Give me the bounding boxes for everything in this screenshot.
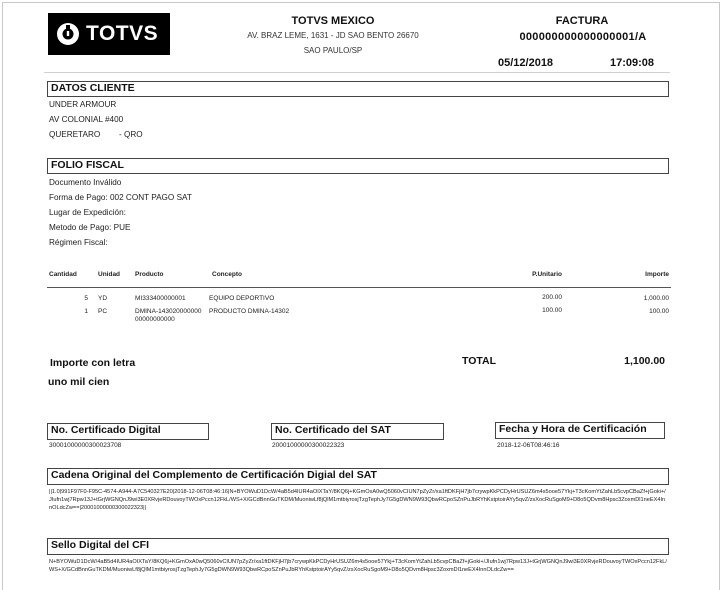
row1-importe: 1,000.00: [643, 295, 669, 302]
row2-unidad: PC: [98, 308, 108, 315]
section-cadena-original: Cadena Original del Complemento de Certificación Digial del SAT: [47, 468, 669, 485]
totvs-logo: [48, 13, 170, 55]
totvs-logo-icon: [56, 22, 80, 46]
client-address: AV COLONIAL #400: [49, 115, 124, 124]
document-number: 000000000000000001/A: [519, 31, 647, 43]
table-header-divider: [47, 287, 671, 288]
folio-documento: Documento Inválido: [49, 178, 122, 187]
row1-punitario: 200.00: [542, 294, 562, 301]
importe-letra-value: uno mil cien: [48, 376, 110, 388]
section-sello-digital: Sello Digital del CFI: [47, 538, 669, 555]
row1-unidad: YD: [98, 295, 108, 302]
cert-sat-value: 20001000000300022323: [272, 442, 345, 449]
importe-letra-label: Importe con letra: [50, 357, 136, 369]
folio-forma-pago: Forma de Pago: 002 CONT PAGO SAT: [49, 193, 192, 202]
section-datos-cliente: DATOS CLIENTE: [47, 81, 669, 97]
row2-cantidad: 1: [84, 308, 88, 315]
col-header-cantidad: Cantidad: [49, 271, 77, 278]
company-name: TOTVS MEXICO: [291, 15, 375, 27]
client-name: UNDER ARMOUR: [49, 100, 117, 109]
row2-importe: 100.00: [649, 308, 669, 315]
fecha-certificacion-label: Fecha y Hora de Certificación: [495, 422, 665, 439]
col-header-punitario: P.Unitario: [532, 271, 562, 278]
document-type: FACTURA: [555, 15, 609, 27]
folio-regimen-fiscal: Régimen Fiscal:: [49, 238, 108, 247]
row1-concepto: EQUIPO DEPORTIVO: [209, 295, 275, 302]
document-time: 17:09:08: [610, 57, 655, 69]
col-header-unidad: Unidad: [98, 271, 121, 278]
client-state: - QRO: [119, 130, 143, 139]
fecha-certificacion-value: 2018-12-06T08:46:16: [497, 442, 560, 449]
logo-text: TOTVS: [86, 22, 159, 45]
row2-concepto: PRODUCTO DMINA-14302: [209, 308, 290, 315]
section-folio-fiscal: FOLIO FISCAL: [47, 158, 669, 174]
sello-digital-text: N+BYOWuD1DcW/4aB5d4IUR4aOIXTaY/8KQ6j+KGmOxA0wQ5060vCIUN7pZyZr/xa1ftDKFjH7jb7crywpKkPCDyHrUSUZ6m4s5ooe57Ykj+T3cKomYtZahLb5cvpCBaZf+jGoki+/JIufn1wj7Rpw13J+tGrjWGNQnJ9wi3E0XRvjeRDouvoyTWOxPccn12FkL/WS+X/GCdBnnGuTKDM/MuoniwLf8jQlM1mtbiyrosjTzgTephJy7G5gDWN9W93QbwRCpoSZnPuJbRYhKstptoirAYy5qvZ/zsXocRuSgoM9+D8o5QDvm8Hpsc3ZoxmDl1neEX4InnOLdcZw==: [49, 559, 667, 573]
total-value: 1,100.00: [624, 355, 665, 367]
client-city: QUERETARO: [49, 130, 101, 139]
company-address-line1: AV. BRAZ LEME, 1631 - JD SAO BENTO 26670: [247, 31, 419, 40]
document-date: 05/12/2018: [498, 57, 554, 69]
row1-producto: MI333400000001: [135, 295, 186, 302]
col-header-concepto: Concepto: [212, 271, 242, 278]
total-label: TOTAL: [462, 355, 497, 367]
header-divider: [44, 72, 670, 73]
row2-producto: DMINA-14302000000000000000000: [135, 308, 202, 323]
folio-metodo-pago: Metodo de Pago: PUE: [49, 223, 131, 232]
row1-cantidad: 5: [84, 295, 88, 302]
folio-lugar-expedicion: Lugar de Expedición:: [49, 208, 126, 217]
cert-sat-label: No. Certificado del SAT: [271, 423, 444, 440]
cert-digital-value: 30001000000300023708: [49, 442, 122, 449]
company-address-line2: SAO PAULO/SP: [303, 46, 363, 55]
cert-digital-label: No. Certificado Digital: [47, 423, 209, 440]
cadena-original-text: ||1.0|991F97F0-F95C-4574-A944-A7C540327E20|2018-12-06T08:46:16|N+BYOWuD1DcW/4aB5d4IUR4aOIXTaY/8KQ6j+KGmOxA0wQ5060vCIUN7pZyZr/xa1ftDKFjH7jb7crywpKkPCDyHrUSUZ6m4s5ooe57Ykj+T3cKomYtZahLb5cvpCBaZf+jGoki+/JIufn1wj7Rpw13J+tGrjWGNQnJ9wi3E0XRvjeRDouvoyTWOxPccn12FkL/WS+X/GCdBnnGuTKDM/MuoniwLf8jQlM1mtbiyrosjTzgTephJy7G5gDWN9W93QbwRCpoSZnPuJbRYhKstptoirAYy5qvZ/zsXocRuSgoM9+D8o5QDvm8Hpsc3ZoxmDl1neEX4InnOLdcZw==|20001000000300022323||: [49, 489, 666, 511]
col-header-producto: Producto: [135, 271, 164, 278]
row2-punitario: 100.00: [542, 307, 562, 314]
col-header-importe: Importe: [645, 271, 669, 278]
